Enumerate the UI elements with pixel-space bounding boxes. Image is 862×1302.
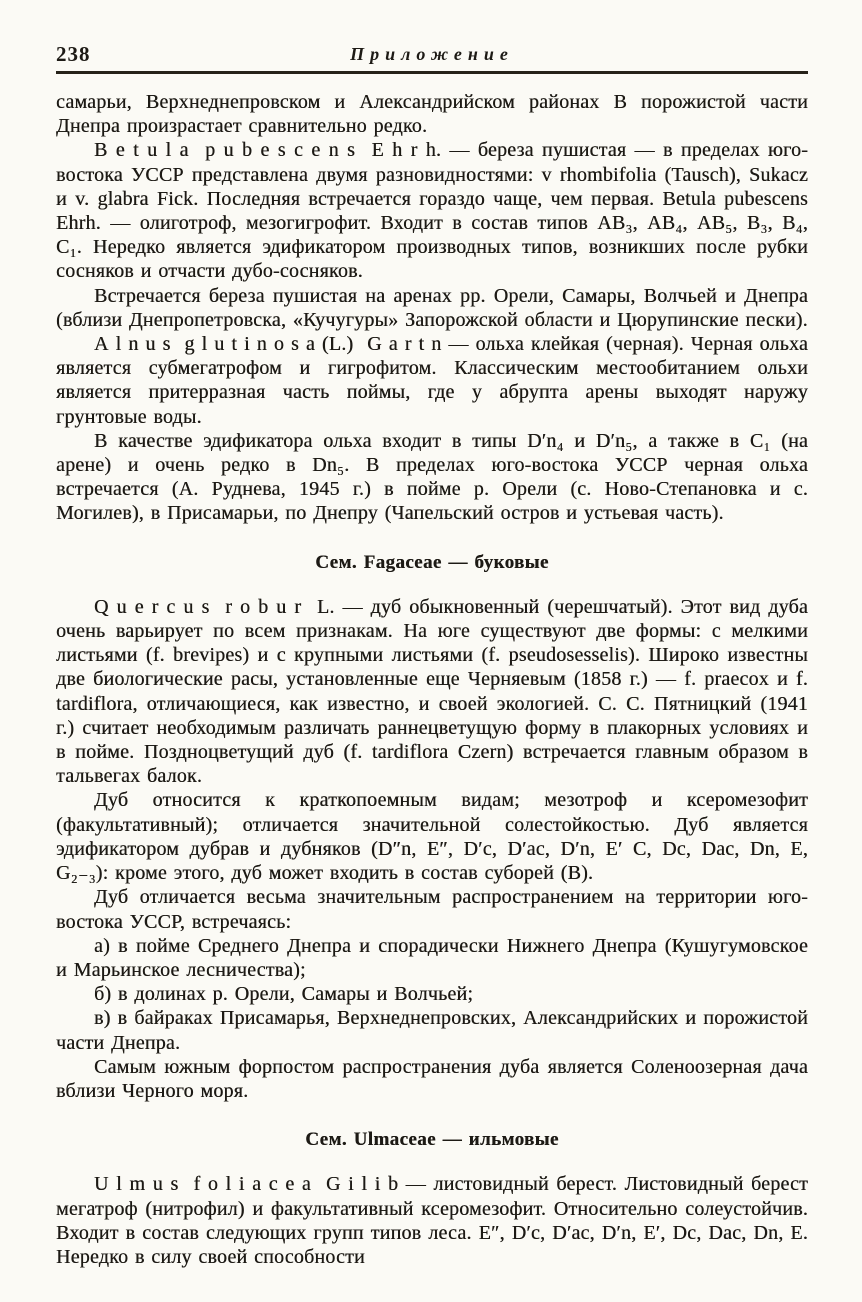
page-number: 238 [56, 42, 91, 66]
paragraph-quercus-robur: Q u e r c u s r o b u r L. — дуб обыкновенный (черешчатый). Этот вид дуба очень варьирует по всем признакам. На юге существуют две формы: с мелкими листьями (f. brevipes) и с крупными листьями (f. pseudosesselis). Широко известны две биологические расы, установленные еще Черняевым (1858 г.) — f. praecox и f. tardiflora, отличающиеся, как известно, и своей экологией. С. С. Пятницкий (1941 г.) считает необходимым различать раннецветущую форму в плакорных условиях и в пойме. Поздноцветущий дуб (f. tardiflora Czern) встречается главным образом в тальвегах балок. [56, 595, 808, 788]
section-heading-ulmaceae: Сем. Ulmaceae — ильмовые [305, 1129, 559, 1151]
running-title: Приложение [350, 44, 514, 64]
paragraph-quercus-range-intro: Дуб отличается весьма значительным распространением на территории юго-востока УССР, встречаясь: [56, 886, 808, 933]
paragraph-quercus-southern-outpost: Самым южным форпостом распространения дуба является Соленоозерная дача вблизи Черного моря. [56, 1055, 808, 1102]
paragraph-continuation: самарьи, Верхнеднепровском и Александрийском районах В порожистой части Днепра произрастает сравнительно редко. [56, 91, 808, 138]
paragraph-range-item-a: а) в пойме Среднего Днепра и спорадически Нижнего Днепра (Кушугумовское и Марьинское лесничества); [56, 934, 808, 981]
section-heading-fagaceae: Сем. Fagaceae — буковые [315, 551, 549, 573]
paragraph-alnus-glutinosa: A l n u s g l u t i n o s a (L.) G a r t n — ольха клейкая (черная). Черная ольха является субмегатрофом и гигрофитом. Классическим местообитанием ольхи является притерразная часть поймы, где у абрупта арены выходят наружу грунтовые воды. [56, 333, 808, 428]
header-rule [56, 71, 808, 74]
running-head [56, 42, 808, 68]
page-body [56, 90, 808, 1269]
paragraph-quercus-ecology: Дуб относится к краткопоемным видам; мезотроф и ксеромезофит (факультативный); отличается значительной солестойкостью. Дуб является эдификатором дубрав и дубняков (D″n, Е″, D′c, D′ac, D′n, Е′ С, Dc, Dac, Dn, E, G₂₋₃): кроме этого, дуб может входить в состав суборей (В). [56, 789, 808, 885]
paragraph-range-item-v: в) в байраках Присамарья, Верхнеднепровских, Александрийских и порожистой части Днепра. [56, 1007, 808, 1054]
paragraph-betula-pubescens: B e t u l a p u b e s c e n s E h r h. — береза пушистая — в пределах юго-востока УССР представлена двумя разновидностями: v rhombifolia (Tausch), Sukacz и v. glabra Fick. Последняя встречается гораздо чаще, чем первая. Betula pubescens Ehrh. — олиготроф, мезогигрофит. Входит в состав типов АВ₃, АВ₄, АВ₅, В₃, В₄, С₁. Нередко является эдификатором производных типов, возникших после рубки сосняков и отчасти дубо-сосняков. [56, 139, 808, 283]
paragraph-range-item-b: б) в долинах р. Орели, Самары и Волчьей; [94, 983, 474, 1006]
paragraph-alnus-types: В качестве эдификатора ольха входит в типы D′n₄ и D′n₅, а также в С₁ (на арене) и очень редко в Dn₅. В пределах юго-востока УССР черная ольха встречается (А. Руднева, 1945 г.) в пойме р. Орели (с. Ново-Степановка и с. Могилев), в Присамарьи, по Днепру (Чапельский остров и устьевая часть). [56, 429, 808, 525]
paragraph-ulmus-foliacea: U l m u s f o l i a c e a G i l i b — листовидный берест. Листовидный берест мегатроф (нитрофил) и факультативный ксеромезофит. Относительно солеустойчив. Входит в состав следующих групп типов леса. Е″, D′c, D′ac, D′n, Е′, Dc, Dac, Dn, E. Нередко в силу своей способности [56, 1173, 808, 1268]
paragraph-betula-distribution: Встречается береза пушистая на аренах рр. Орели, Самары, Волчьей и Днепра (вблизи Днепропетровска, «Кучугуры» Запорожской области и Цюрупинские пески). [56, 284, 808, 331]
